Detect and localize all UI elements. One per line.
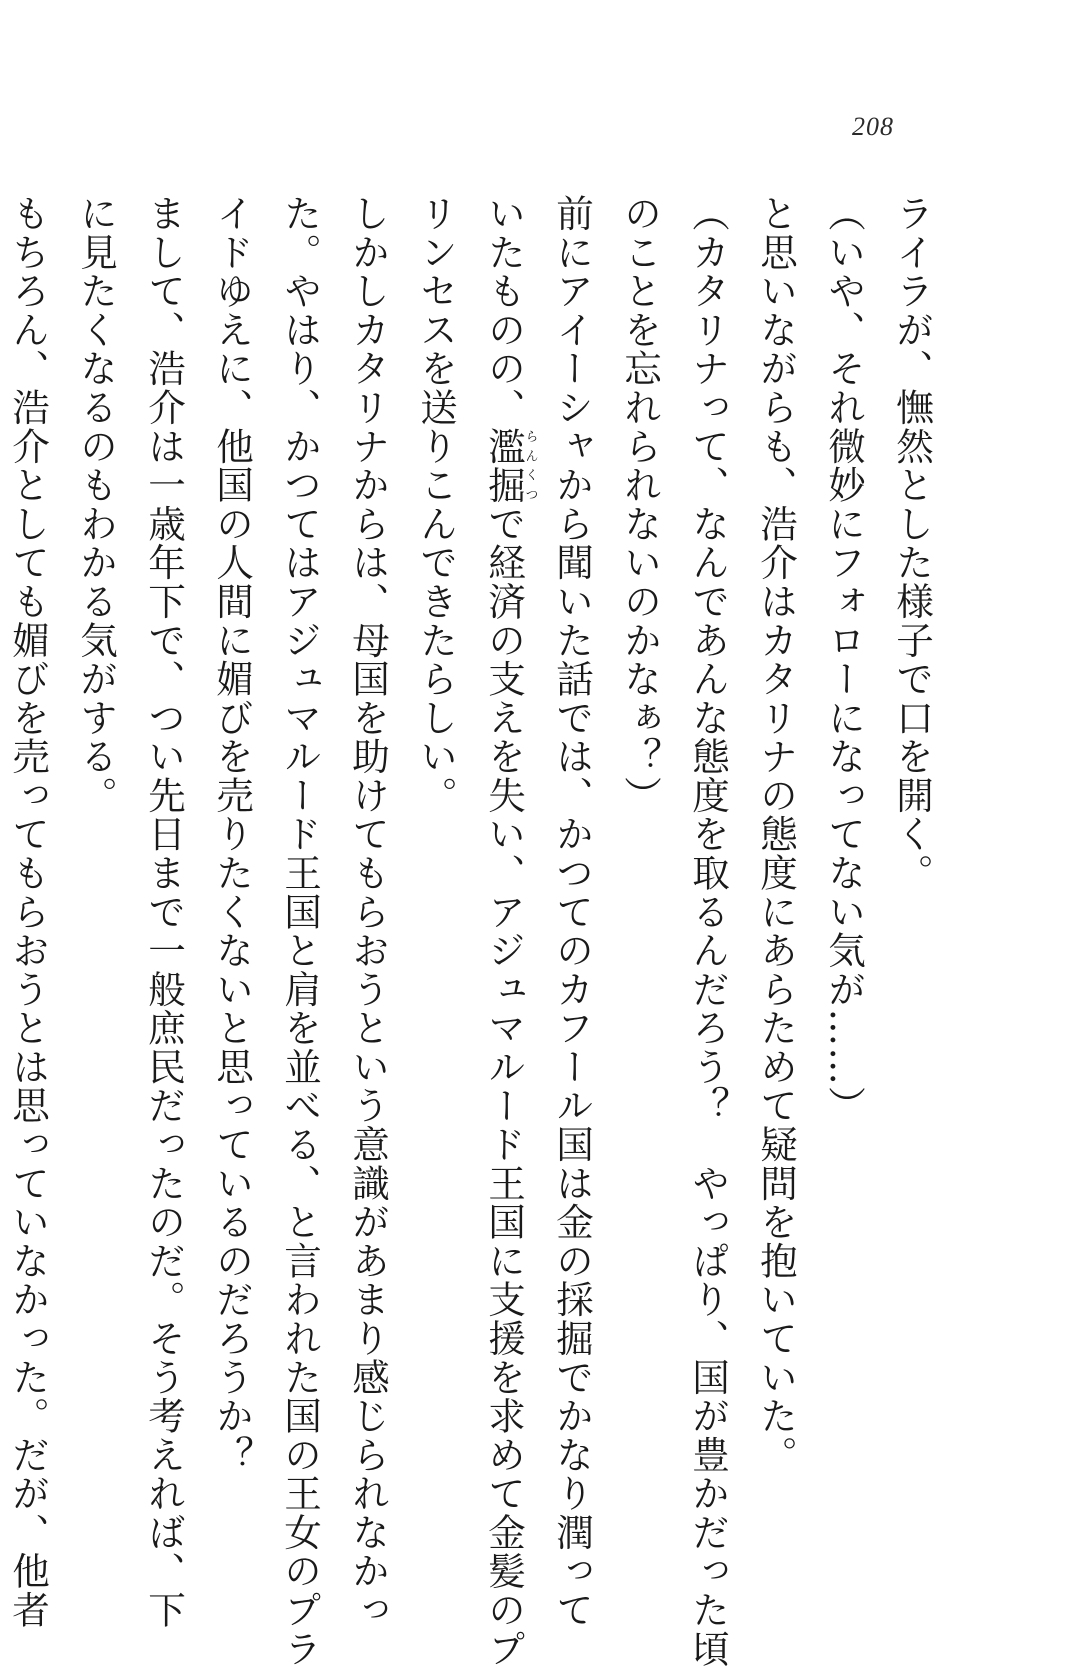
text-line: イドゆえに、他国の人間に媚びを売りたくないと思っているのだろうか？ xyxy=(210,194,254,1475)
text-line: と思いながらも、浩介はカタリナの態度にあらためて疑問を抱いていた。 xyxy=(754,194,798,1475)
text-line: まして、浩介は一歳年下で、つい先日まで一般庶民だったのだ。そう考えれば、下 xyxy=(142,194,186,1630)
text-line: ライラが、憮然とした様子で口を開く。 xyxy=(890,194,934,893)
ruby-base: 濫掘 xyxy=(482,426,526,505)
text-segment: で経済の支えを失い、アジュマルード王国に支援を求めて金髪のプ xyxy=(482,504,526,1668)
text-line: （いや、それ微妙にフォローになってない気が……） xyxy=(822,194,866,1125)
vertical-text-body xyxy=(6,194,946,1668)
text-line: 前にアイーシャから聞いた話では、かつてのカフール国は金の採掘でかなり潤って xyxy=(550,194,594,1630)
page-number: 208 xyxy=(852,112,894,141)
text-line: のことを忘れられないのかなぁ？） xyxy=(618,194,662,815)
text-line: もちろん、浩介としても媚びを売ってもらおうとは思っていなかった。だが、他者 xyxy=(6,194,50,1630)
ruby-annotation xyxy=(482,426,538,505)
ruby-reading: らんくつ xyxy=(522,426,538,505)
text-segment: いたものの、 xyxy=(482,194,526,427)
text-line: リンセスを送りこんできたらしい。 xyxy=(414,194,458,815)
text-line: しかしカタリナからは、母国を助けてもらおうという意識があまり感じられなかっ xyxy=(346,194,390,1630)
text-line-with-ruby xyxy=(470,194,538,1668)
text-line: た。やはり、かつてはアジュマルード王国と肩を並べる、と言われた国の王女のプラ xyxy=(278,194,322,1668)
text-line: に見たくなるのもわかる気がする。 xyxy=(74,194,118,815)
text-line: （カタリナって、なんであんな態度を取るんだろう？ やっぱり、国が豊かだった頃 xyxy=(686,194,730,1668)
